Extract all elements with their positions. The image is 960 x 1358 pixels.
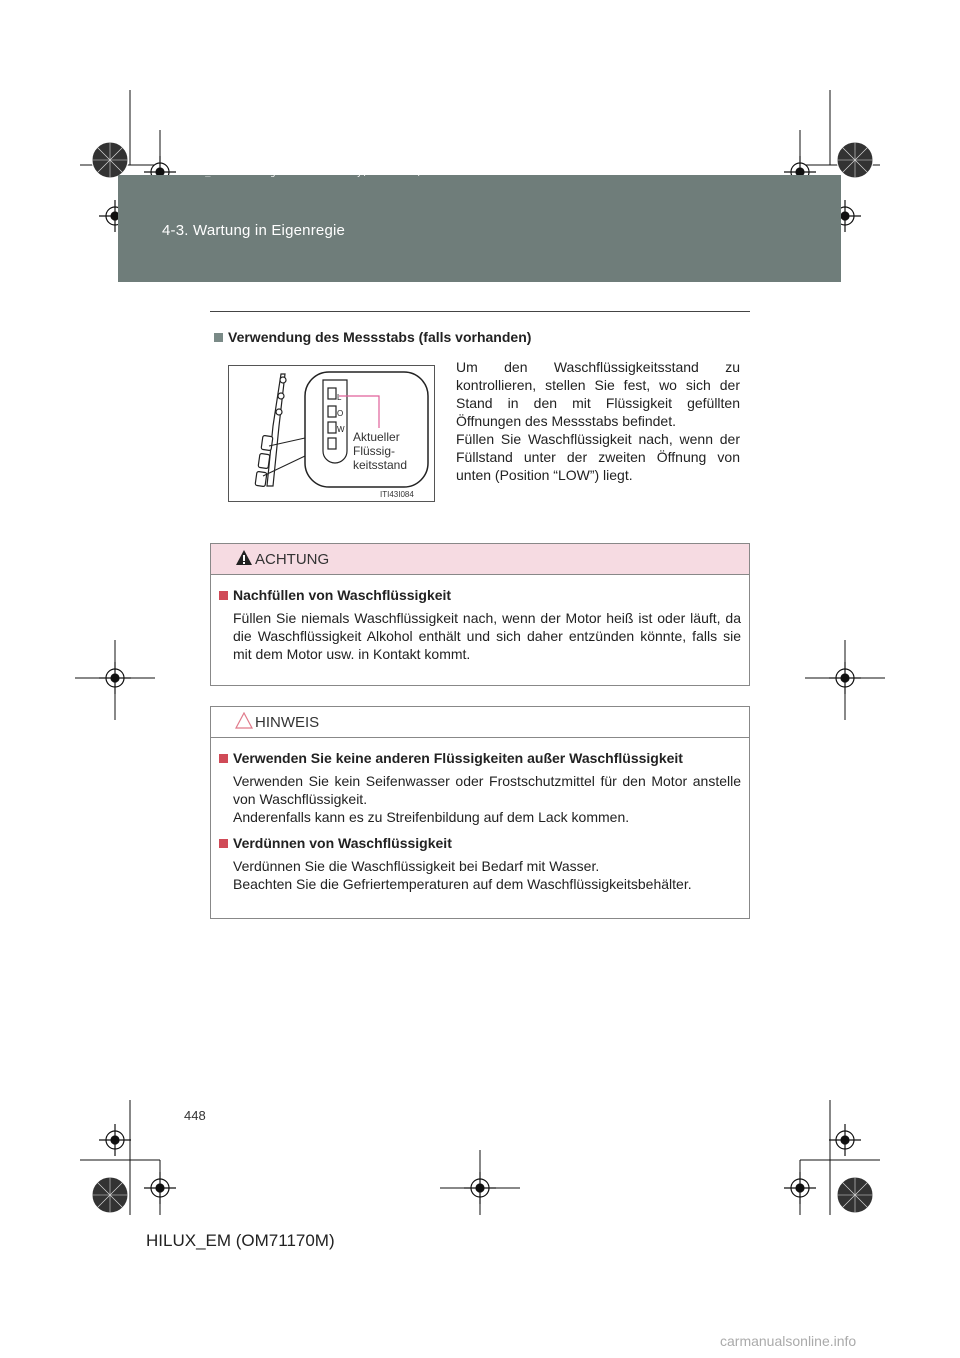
divider — [210, 311, 750, 312]
dipstick-letter-w: W — [337, 425, 345, 434]
dipstick-letter-l: L — [337, 393, 342, 402]
section-title: 4-3. Wartung in Eigenregie — [162, 222, 346, 239]
section-heading-text: Verwendung des Messstabs (falls vorhanden) — [228, 329, 532, 345]
warning-item-title-text: Nachfüllen von Waschflüssigkeit — [233, 587, 452, 603]
callout-label-line1: Aktueller — [353, 430, 400, 444]
warning-box-label: ACHTUNG — [255, 551, 330, 568]
bullet-square-icon — [219, 839, 228, 848]
body-paragraph-1: Um den Waschflüssigkeitsstand zu kontrollieren, stellen Sie fest, wo sich der Stand in den mit Flüssigkeit gefüllten Öffnungen des Messstabs befindet. — [456, 359, 740, 429]
bullet-square-icon — [219, 754, 228, 763]
notice-box — [210, 706, 750, 919]
notice-item-text — [219, 772, 741, 826]
image-code: ITI43I084 — [380, 490, 414, 499]
warning-item-title — [219, 587, 741, 603]
warning-box — [210, 543, 750, 686]
callout-label — [353, 430, 407, 472]
warning-box-header — [211, 544, 749, 575]
watermark: carmanualsonline.info — [720, 1333, 857, 1349]
notice-item-line: Anderenfalls kann es zu Streifenbildung auf dem Lack kommen. — [233, 809, 630, 825]
bullet-square-icon — [219, 591, 228, 600]
section-body — [456, 358, 740, 484]
notice-box-label: HINWEIS — [255, 714, 320, 731]
notice-item-title-text: Verwenden Sie keine anderen Flüssigkeiten außer Waschflüssigkeit — [233, 750, 683, 766]
callout-label-line3: keitsstand — [353, 458, 408, 472]
print-info: HILUX_EM.book Page 448 Wednesday, March 23, 2011 2:48 PM — [178, 168, 498, 178]
warning-triangle-icon — [235, 549, 253, 566]
dipstick-letter-o: O — [337, 409, 344, 418]
notice-item-line: Beachten Sie die Gefriertemperaturen auf dem Waschflüssigkeitsbehälter. — [233, 876, 692, 892]
notice-box-header — [211, 707, 749, 738]
notice-box-content — [211, 738, 749, 912]
notice-item-title — [219, 835, 741, 851]
notice-item-line: Verwenden Sie kein Seifenwasser oder Frostschutzmittel für den Motor anstelle von Waschflüssigkeit. — [233, 773, 741, 807]
section-heading — [214, 329, 531, 345]
body-paragraph-2: Füllen Sie Waschflüssigkeit nach, wenn der Füllstand unter der zweiten Öffnung von unten (Position “LOW”) liegt. — [456, 431, 740, 483]
bullet-square-icon — [214, 333, 223, 342]
notice-item-title — [219, 750, 741, 766]
notice-item-title-text: Verdünnen von Waschflüssigkeit — [233, 835, 452, 851]
notice-item-text — [219, 857, 741, 893]
warning-item-text: Füllen Sie niemals Waschflüssigkeit nach, wenn der Motor heiß ist oder läuft, da die Waschflüssigkeit Alkohol enthält und sich daher entzünden könnte, falls sie mit dem Motor usw. in Kontakt kommt. — [233, 610, 741, 662]
callout-label-line2: Flüssig- — [353, 444, 396, 458]
notice-item-line: Verdünnen Sie die Waschflüssigkeit bei Bedarf mit Wasser. — [233, 858, 600, 874]
manual-code: HILUX_EM (OM71170M) — [146, 1231, 335, 1250]
page-number: 448 — [184, 1108, 206, 1123]
warning-box-content — [211, 575, 749, 682]
caution-triangle-icon — [235, 712, 253, 729]
